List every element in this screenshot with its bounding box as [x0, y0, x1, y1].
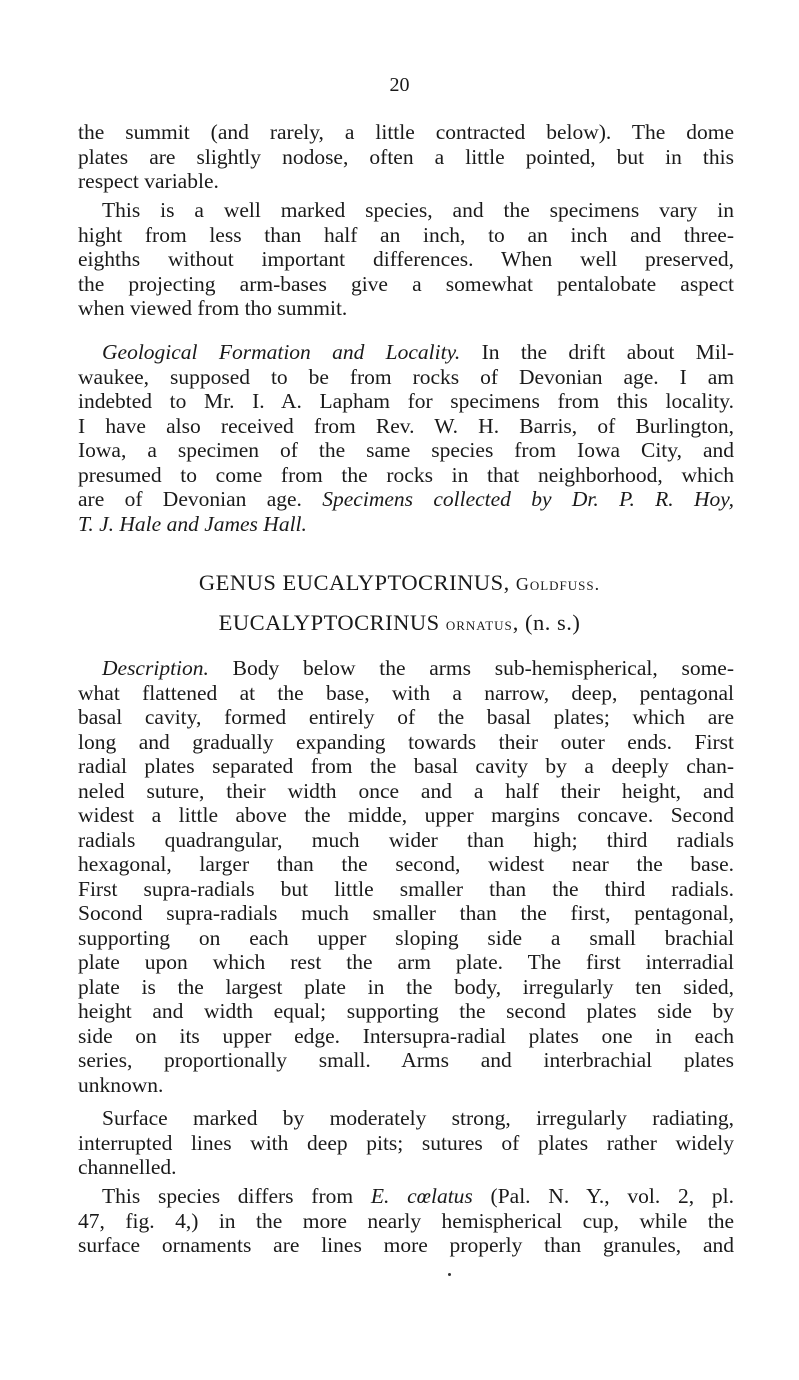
text-line — [78, 487, 734, 512]
text-line: plate upon which rest the arm plate. The first interradial — [78, 950, 734, 974]
text-line: height and width equal; supporting the second plates side by — [78, 999, 734, 1023]
text-line: radial plates separated from the basal cavity by a deeply chan- — [78, 754, 734, 778]
text-line: unknown. — [78, 1072, 164, 1097]
text-run: This species differs from — [102, 1184, 371, 1208]
text-line: respect variable. — [78, 169, 219, 193]
text-line — [78, 656, 734, 681]
paragraph-comparison — [78, 1184, 734, 1258]
text-line: when viewed from tho summit. — [78, 296, 348, 320]
paragraph-geological-formation — [78, 340, 734, 536]
text-line: First supra-radials but little smaller than the third radials. — [78, 876, 734, 901]
genus-author: Goldfuss. — [515, 574, 601, 594]
genus-title: GENUS EUCALYPTOCRINUS, — [198, 570, 516, 595]
text-line: supporting on each upper sloping side a small brachial — [78, 925, 734, 950]
species-reference: E. cœlatus — [370, 1184, 473, 1208]
text-line: what flattened at the base, with a narrow, deep, pentagonal — [78, 680, 734, 705]
text-line: hight from less than half an inch, to an inch and three- — [78, 222, 734, 247]
paragraph-surface — [78, 1106, 734, 1180]
text-line: Surface marked by moderately strong, irregularly radiating, — [102, 1106, 734, 1130]
text-line: waukee, supposed to be from rocks of Devonian age. I am — [78, 364, 734, 389]
text-line: neled suture, their width once and a half their height, and — [78, 778, 734, 803]
text-line: basal cavity, formed entirely of the basal plates; which are — [78, 705, 734, 729]
genus-heading — [0, 570, 799, 596]
text-line: plates are slightly nodose, often a little pointed, but in this — [78, 144, 734, 169]
text-run: In the drift about Mil- — [460, 340, 734, 364]
text-line: long and gradually expanding towards their outer ends. First — [78, 729, 734, 754]
text-line: interrupted lines with deep pits; sutures of plates rather widely — [78, 1130, 734, 1155]
text-line: the projecting arm-bases give a somewhat pentalobate aspect — [78, 271, 734, 296]
text-line: T. J. Hale and James Hall. — [78, 511, 307, 536]
text-line: channelled. — [78, 1155, 177, 1179]
text-line: Iowa, a specimen of the same species from Iowa City, and — [78, 438, 734, 462]
text-line: I have also received from Rev. W. H. Barris, of Burlington, — [78, 413, 734, 438]
section-lead: Geological Formation and Locality. — [102, 340, 461, 364]
text-line: hexagonal, larger than the second, widest near the base. — [78, 852, 734, 876]
text-line: radials quadrangular, much wider than high; third radials — [78, 827, 734, 852]
section-lead: Description. — [102, 656, 209, 680]
text-line — [78, 340, 734, 365]
text-line: Socond supra-radials much smaller than the first, pentagonal, — [78, 901, 734, 925]
text-line: surface ornaments are lines more properly than granules, and — [78, 1233, 734, 1257]
paragraph-summit — [78, 120, 734, 194]
text-line: presumed to come from the rocks in that neighborhood, which — [78, 462, 734, 487]
text-line: the summit (and rarely, a little contracted below). The dome — [78, 120, 734, 144]
text-line: widest a little above the midde, upper margins concave. Second — [78, 803, 734, 827]
species-genus: EUCALYPTOCRINUS — [218, 610, 446, 635]
paragraph-description — [78, 656, 734, 1097]
text-line: indebted to Mr. I. A. Lapham for specimens from this locality. — [78, 389, 734, 413]
species-suffix: , (n. s.) — [512, 610, 581, 635]
text-line: This is a well marked species, and the specimens vary in — [102, 198, 734, 222]
text-run: are of Devonian age. — [78, 487, 323, 511]
print-dot-mark — [448, 1273, 451, 1276]
page-number: 20 — [389, 74, 410, 96]
paragraph-specimens — [78, 198, 734, 321]
text-line: series, proportionally small. Arms and interbrachial plates — [78, 1048, 734, 1072]
text-run: Body below the arms sub-hemispherical, some- — [208, 656, 734, 680]
text-line: 47, fig. 4,) in the more nearly hemispherical cup, while the — [78, 1208, 734, 1233]
species-epithet: ornatus — [445, 614, 513, 634]
text-line: plate is the largest plate in the body, irregularly ten sided, — [78, 974, 734, 999]
text-line: side on its upper edge. Intersupra-radial plates one in each — [78, 1023, 734, 1048]
text-line — [78, 1184, 734, 1209]
species-heading — [0, 610, 799, 636]
text-run: (Pal. N. Y., vol. 2, pl. — [472, 1184, 734, 1208]
specimen-credit: Specimens collected by Dr. P. R. Hoy, — [322, 487, 734, 511]
text-line: eighths without important differences. When well preserved, — [78, 247, 734, 271]
